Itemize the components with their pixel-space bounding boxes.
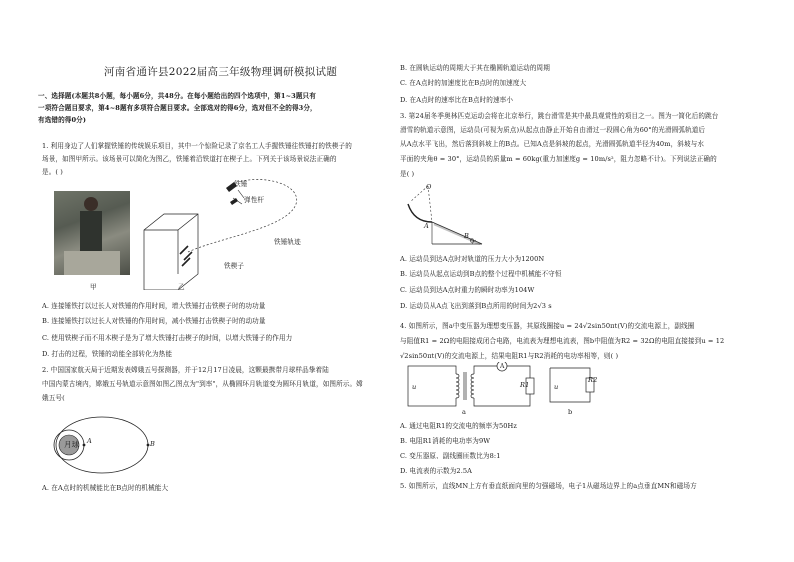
figure-label-yi: 乙 xyxy=(178,283,185,291)
label-elastic-rod: 弹性杆 xyxy=(244,196,265,204)
label-moon: 月球 xyxy=(64,440,80,449)
question-4-line: √2sin50πt(V)的交流电源上，结果电阻R1与R2消耗的电功率相等，则( ) xyxy=(400,352,619,360)
question-3-line: 从A点水平飞出，然后落到斜坡上的B点。已知A点是斜坡的起点，光滑圆弧轨道半径为40m，斜坡与水 xyxy=(400,140,705,148)
question-3-line: 3. 第24届冬季奥林匹克运动会将在北京举行，跳台滑雪是其中最具观赏性的项目之一。图为一简化后的跳台 xyxy=(400,112,719,120)
q2-option-a: A. 在A点时的机械能比在B点时的机械能大 xyxy=(42,484,169,492)
q3-option-a: A. 运动员到达A点时对轨道的压力大小为1200N xyxy=(400,255,545,263)
q2-option-d: D. 在A点时的速率比在B点时的速率小 xyxy=(400,96,514,104)
q2-option-b: B. 在圆轨运动的周期大于其在椭圆轨道运动的周期 xyxy=(400,64,550,72)
section-heading-line: 一项符合题目要求，第4~8题有多项符合题目要求。全部选对的得6分，选对但不全的得3分， xyxy=(38,104,317,112)
q4-option-c: C. 变压器原、副线圈匝数比为8:1 xyxy=(400,452,501,460)
question-3-line: 滑雪的轨道示意图，运动员(可视为质点)从起点由静止开始自由滑过一段圆心角为60°的光滑圆弧轨道后 xyxy=(400,126,706,134)
question-1-line: 是。( ) xyxy=(42,168,63,176)
label-voltage-u1: u xyxy=(412,383,417,391)
question-5-line: 5. 如图所示，直线MN上方有垂直纸面向里的匀强磁场，电子1从磁场边界上的a点垂直MN和磁场方 xyxy=(400,482,697,490)
label-point-b: B xyxy=(150,440,155,448)
q1-option-a: A. 连接锤铁打以过长人对铁锤的作用时间，增大铁锤打击铁楔子时的功功量 xyxy=(42,302,266,310)
hammer-diagram xyxy=(138,168,318,290)
question-3-line: 是( ) xyxy=(400,170,415,178)
label-voltage-u2: u xyxy=(554,383,559,391)
page-title: 河南省通许县2022届高三年级物理调研模拟试题 xyxy=(104,66,338,78)
question-1-line: 1. 利用身边了人们掌握铁锤的传统娱乐项目，其中一个惊险记录了京名工人手握铁锤往铁锤打的铁楔子的 xyxy=(42,142,352,150)
question-2-line: 娥五号( xyxy=(42,394,65,402)
label-r1: R1 xyxy=(520,381,530,389)
q2-option-c: C. 在A点时的加速度比在B点时的加速度大 xyxy=(400,79,527,87)
q1-option-b: B. 连接锤铁打以过长人对铁锤的作用时间，减小铁锤打击铁楔子时的动功量 xyxy=(42,317,266,325)
question-1-line: 场景，如图甲所示。该场景可以简化为图乙，铁锤着沿铁道打在楔子上。下列关于该场景说法正确的 xyxy=(42,155,337,163)
label-point-b: B xyxy=(464,232,469,240)
label-point-a: A xyxy=(424,222,429,230)
photo-body-shape xyxy=(80,211,102,251)
label-point-a: A xyxy=(87,437,92,445)
label-hammer-track: 铁锤轨迹 xyxy=(274,238,301,246)
hammer-photo xyxy=(54,191,130,275)
label-angle-theta: θ xyxy=(470,237,475,245)
right-column xyxy=(400,0,755,562)
photo-rock-shape xyxy=(64,251,120,275)
photo-head-shape xyxy=(84,197,98,211)
label-point-o: O xyxy=(426,183,432,191)
question-2-line: 中国内蒙古境内，嫦娥五号轨道示意图如图乙图点为"到率"，从椭圆环月轨道变为圆环月轨道，如图所示。嫦 xyxy=(42,380,363,388)
section-heading-line: 一、选择题(本题共8小题，每小题6分，共48分。在每小题给出的四个选项中，第1~3题只有 xyxy=(38,92,316,100)
q4-option-d: D. 电流表的示数为2.5A xyxy=(400,467,473,475)
question-4-line: 4. 如图所示，图a中变压器为理想变压器，其原线圈接u = 24√2sin50πt(V)的交流电源上，副线圈 xyxy=(400,322,695,330)
q3-option-b: B. 运动员从起点运动到B点的整个过程中机械能不守恒 xyxy=(400,270,562,278)
q3-option-c: C. 运动员到达A点时重力的瞬时功率为104W xyxy=(400,286,535,294)
section-heading-line: 有选错的得0分) xyxy=(38,116,87,124)
orbit-diagram xyxy=(46,414,150,476)
left-column xyxy=(38,0,393,562)
q4-option-b: B. 电阻R1消耗的电功率为9W xyxy=(400,437,491,445)
transformer-circuit-a xyxy=(404,362,538,414)
figure-label-b: b xyxy=(568,408,573,416)
figure-label-jia: 甲 xyxy=(90,283,97,291)
question-2-line: 2. 中国国家航天局于近期发表嫦娥五号探测器，并于12月17日凌晨，这颗最携带月球样品挚着陆 xyxy=(42,366,329,374)
ski-jump-diagram xyxy=(402,178,488,248)
label-wedge: 铁楔子 xyxy=(224,262,245,270)
question-4-line: 与阻值R1 = 2Ω的电阻接成闭合电路，电流表为理想电流表，图b中阻值为R2 = 32Ω的电阻直接接到u = 12 xyxy=(400,337,725,345)
figure-label-a: a xyxy=(462,408,467,416)
q1-option-c: C. 使用铁楔子而不用木楔子是为了增大铁锤打击楔子的时间，以增大铁锤子的作用力 xyxy=(42,334,293,342)
q3-option-d: D. 运动员从A点飞出到落到B点所用的时间为2√3 s xyxy=(400,302,552,310)
q4-option-a: A. 通过电阻R1的交流电的频率为50Hz xyxy=(400,422,517,430)
q1-option-d: D. 打击的过程，铁锤的动能全部转化为热能 xyxy=(42,350,173,358)
label-hammer: 铁锤 xyxy=(234,180,248,188)
label-ammeter: A xyxy=(500,363,505,370)
label-r2: R2 xyxy=(588,376,598,384)
question-3-line: 平面的夹角θ = 30°，运动员的质量m = 60kg(重力加速度g = 10m/s²，阻力忽略不计)。下列说法正确的 xyxy=(400,155,717,163)
